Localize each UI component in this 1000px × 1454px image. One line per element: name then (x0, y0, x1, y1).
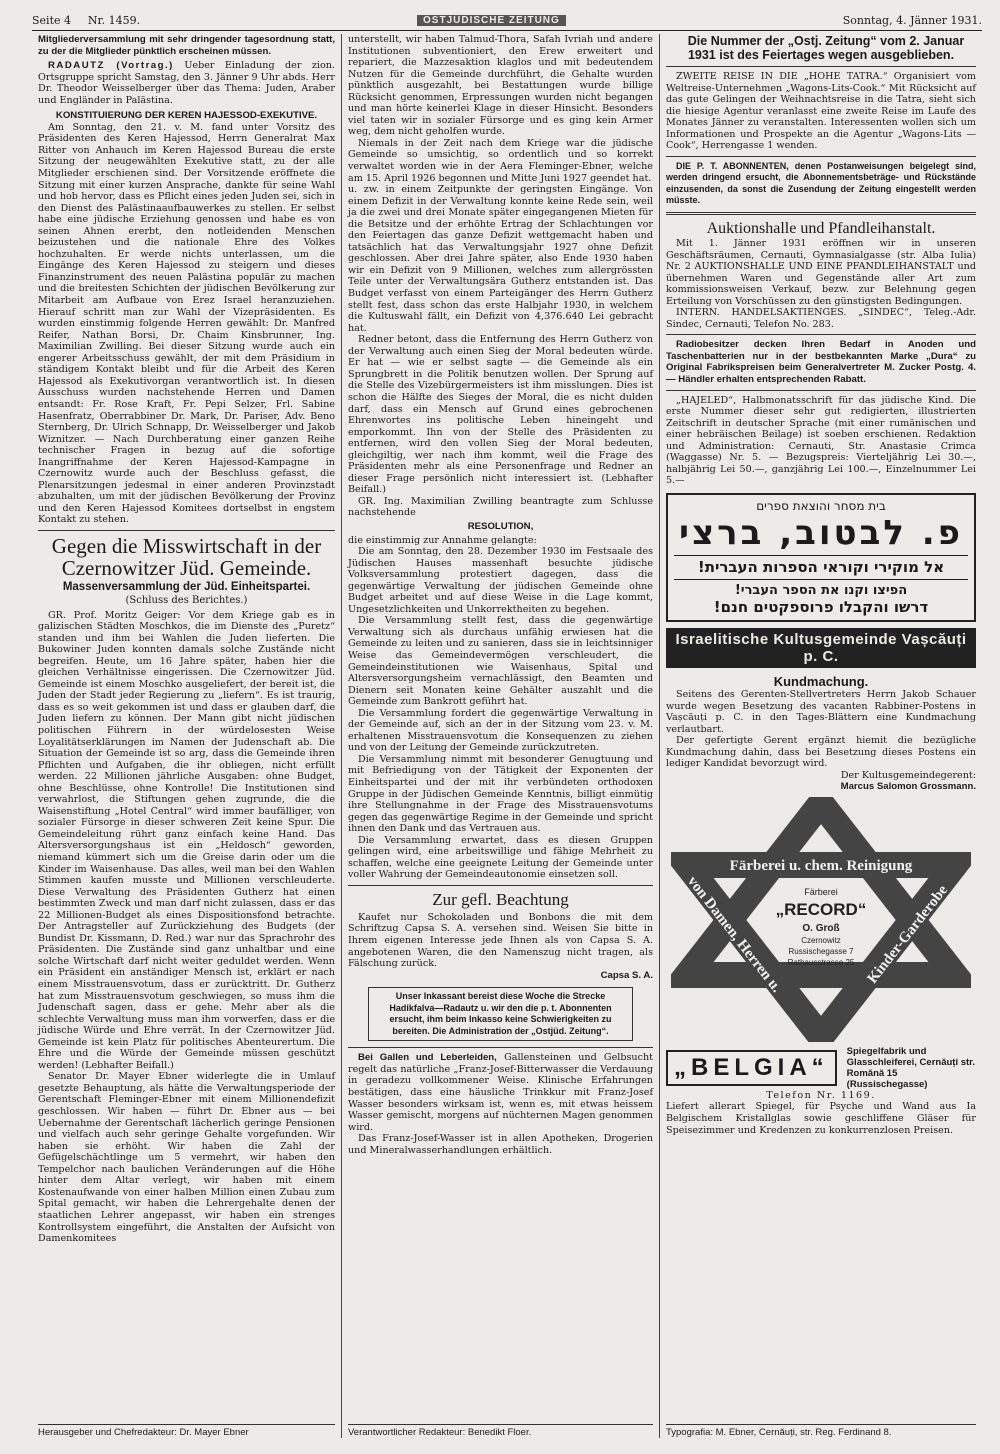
hajeled-ad: „HAJELED“, Halbmonatsschrift für das jüdische Kind. Die erste Nummer dieser sehr gut redigierten, illustrierten Zeitschrift in deutscher Sprache (mit einer rumänischen und einer hebräischen Beilage) ist soeben erschienen. Redaktion und Administration: Cernauti, Str. Anastasie Crimca (Waggasse) Nr. 5. — Bezugspreis: Vierteljährig Lei 30.—, halbjährig Lei 50.—, ganzjährig Lei 100.—, Einzelnummer Lei 5.— (666, 394, 976, 487)
star-center-3: O. Groß (802, 922, 840, 934)
resolution-4: Die Versammlung nimmt mit besonderer Genugtuung und mit Befriedigung von der Tätigkeit der Exponenten der Einheitspartei und der mit ihr verbündeten orthodoxen Gruppe in der Jüdischen Gemeinde Kenntnis, billigt einmütig ihre Stellungnahme in der Frage des Misstrauensvotums gegen das gegenwärtige Regime in der Gemeinde und spricht ihnen den Dank und das Vertrauen aus. (348, 753, 653, 835)
resolution-intro: die einstimmig zur Annahme gelangte: (348, 534, 537, 546)
star-left-text: von Damen, Herren u. (683, 873, 785, 996)
inkasso-box (368, 987, 633, 1041)
resolution-1: Die am Sonntag, den 28. Dezember 1930 im Festsaale des Jüdischen Hauses massenhaft besuchte jüdische Volksversammlung protestiert dagegen, dass die gegenwärtige Verwaltung der jüdischen Gemeinde ohne Budget arbeitet und auf diese Weise in die Lage kommt, Ungesetzlichkeiten und Unkorrektheiten zu begehen. (348, 546, 653, 615)
publisher-line: Herausgeber und Chefredakteur: Dr. Mayer Ebner (38, 1424, 335, 1438)
bitterwasser-ad (348, 1052, 653, 1133)
radautz-item (38, 60, 335, 106)
column-3 (660, 34, 982, 1438)
issue-date: Sonntag, 4. Jänner 1931. (842, 13, 982, 27)
para-aera: Niemals in der Zeit nach dem Kriege war die jüdische Gemeinde so umsichtig, so ordentlich und so korrekt verwaltet worden wie in der Aera Fleminger-Ebner, welche am 15. April 1926 begonnen und Mitte Juni 1927 geendet hat. (348, 137, 653, 184)
resolution-3: Die Versammlung fordert die gegenwärtige Verwaltung in der Gemeinde auf, sich an der in der Sitzung vom 23. v. M. erhaltenen Misstrauensvotum die Konsequenzen zu ziehen und von der Leitung der Gemeinde zurückzutreten. (348, 707, 653, 754)
divider (674, 555, 968, 556)
editor-line: Verantwortlicher Redakteur: Benedikt Floer. (348, 1424, 653, 1438)
hebrew-line-1: בית מסחר והוצאת ספרים (756, 498, 886, 513)
resolution-5: Die Versammlung erwartet, dass es diesen Gruppen gelingen wird, eine arbeitswillige und fähige Mehrheit zu schaffen, welche eine geeignete Leitung der Gemeinde unter voller Wahrung der Gemeindeautonomie einsetzen soll. (348, 834, 653, 881)
hebrew-line-5: דרשו והקבלו פרוספקטים חנם! (713, 597, 929, 616)
divider (348, 885, 653, 886)
hebrew-bookstore-ad (666, 493, 976, 622)
capsa-ad-text: Kaufet nur Schokoladen und Bonbons die mit dem Schriftzug Capsa S. A. versehen sind. Weisen Sie bitte in Ihrem eigenen Interesse jede Ihnen als von Capsa S. A. angebotenen Waren, die den Namenszug nicht tragen, als Fälschung zurück. (348, 911, 653, 970)
kundmachung-sign-1: Der Kultusgemeindegerent: (840, 769, 976, 781)
kundmachung-title: Kundmachung. (773, 673, 869, 689)
star-top-text: Färberei u. chem. Reinigung (729, 857, 913, 874)
resolution-2: Die Versammlung stellt fest, dass die gegenwärtige Verwaltung sich als durchaus unfähig erwiesen hat die Gemeinde zu leiten und zu sanieren, dass sie in leichtsinniger Weise das Gemeindevermögen verschleudert, die Gemeindeinstitutionen wie Waisenhaus, Spital und Altersversorgungsheim vernachlässigt, den Beamten und Dienern seit Monaten keine Gehälter auszahlt und die Gemeinde zum Bankrott geführt hat. (348, 615, 653, 708)
kundmachung-text-2: Der gefertigte Gerent ergänzt hiemit die bezügliche Kundmachung dahin, dass bei Besetzung dieses Postens ein lediger Kandidat bevorzugt wird. (666, 735, 976, 770)
divider (674, 579, 968, 580)
column-2 (342, 34, 660, 1438)
ebner-speech: Senator Dr. Mayer Ebner widerlegte die in Umlauf gesetzte Behauptung, als hätte die Verwaltungsperiode der Gerentschaft Fleminger-Ebner mit einem Millionendefizit geschlossen. Wir haben — führt Dr. Ebner aus — bei Uebernahme der Gerentschaft lächerlich geringe Pensionen und vielfach auch sehr geringe Gehalte vorgefunden. Wir haben sie erhöht. Wir haben die Zahl der Gefügelschächtlinge um 5 vermehrt, wir haben den Tempelchor nach baulichen Veränderungen auf die Höhe hinter dem Altar verlegt, wir haben mit einem Kostenaufwande von einer halben Million einen Zubau zum Spital gemacht, wir haben die Lehrergehalte denen der staatlichen Lehrer angepasst, wir haben ein strenges Kontrollsystem eingeführt, die Anstalten der Aufsicht von Damenkomitees (38, 1071, 335, 1245)
kultusgemeinde-banner: Israelitische Kultusgemeinde Vașcăuți p. C. (666, 628, 976, 668)
geiger-speech: GR. Prof. Moritz Geiger: Vor dem Kriege gab es in galizischen Städten Moschkos, die im Dienste des „Puretz“ standen und ihm bei Wahlen die Juden lieferten. Die Bukowiner Juden konnten damals solche Zustände nicht begreifen. Heute, um 16 Jahre später, haben hier die gleichen Verhältnisse eingerissen. Die Czernowitzer Jüd. Gemeinde ist einem Moschko ausgeliefert, der bereit ist, die Juden der Stadt jeder Regierung zu „liefern“. Es ist traurig, dass es so weit gekommen ist und dass er glauben darf, die Juden liefern zu können. Der Mann gibt nicht jüdischen politischen Führern in der würdelosesten Weise Loyalitätserklärungen im Namen der Judenschaft ab. Die Situation der Gemeinde ist so arg, dass die Gemeinde ihren Pflichten und Aufgaben, die ihr obliegen, nicht erfüllt werden. 22 Millionen jährliche Ausgaben: ohne Budget, ohne Beschlüsse, ohne Kontrolle! Die Institutionen sind verwahrlost, die Stiftungen gehen zugrunde, die die Waisenstiftung „Hotel Central“ wird immer baufälliger, von sozialer Fürsorge in dieser schweren Zeit keine Spur. Die Gemeindeleitung rührt ganz einfach keine Hand. Das Altersversorgungshaus ist ein „Heldosch“ geworden, niemand kümmert sich um die Greise darin oder um die Kinder im Waisenhause. Das alles, weil man bei den Wahlen Stimmen kaufen musste und Millionen verschleuderte. Diese Verwaltung des Präsidenten Gutherz hat einen bestimmten Zweck und man darf nicht zulassen, dass er das 22 Millionen-Budget als eines Dispositionsfond betrachte. Der Antragsteller auf Zurückziehung des Budgets (der Bundist Dr. Kissmann, D. Red.) war nur das Sprachrohr des Präsidenten. Die Zustände sind ganz unhaltbar und eine solche Wirtschaft darf nicht weiter geduldet werden. Wenn ein Präsident ein anständiger Mensch ist, erklärt er nach einem Misstrauensvotum, dass er zurücktritt. Dr. Gutherz hat zum Misstrauensvotum geschwiegen, so muss ihm die Judenschaft sagen, dass er gehe. Mehr aber als die schlechte Verwaltung muss man ihm vorwerfen, dass er die jüdische Würde und Ehre verrät. In der Czernowitzer Jüd. Gemeinde ist kein Platz für politisches Abenteurertum. Die Ehre und die Würde der Gemeinde müssen geschützt werden! (Lebhafter Beifall.) (38, 609, 335, 1071)
page-number: Seite 4 (32, 13, 71, 27)
hebrew-store-name: פ. לבטוב, ברצי (678, 512, 964, 553)
divider (666, 390, 976, 391)
divider (348, 1047, 653, 1048)
kundmachung-text-1: Seitens des Gerenten-Stellvertreters Herrn Jakob Schauer wurde wegen Besetzung des vacanten Rabbiner-Postens in Vașcăuți p. C. in den Tages-Blättern eine Kundmachung verlautbart. (666, 688, 976, 735)
masthead: OSTJÜDISCHE ZEITUNG (417, 15, 566, 26)
page-header (32, 10, 982, 31)
star-right-text: Kinder-Garderobe (864, 882, 952, 987)
tatra-ad: ZWEITE REISE IN DIE „HOHE TATRA.“ Organisiert vom Weltreise-Unternehmen „Wagons-Lits-Cook.“ Mit Rücksicht auf das gute Gelingen der Weihnachtsreise in die Tatra, sieht sich die hiesige Agentur veranlasst eine zweite Reise im Laufe des Monates Jänner zu veranstalten. Interessenten wollen sich um Informationen und Prospekte an die Agentur „Wagons-Lits — Cook“, Herrengasse 1 wenden. (666, 71, 976, 152)
star-center-5: Russischegasse 7 (788, 946, 854, 956)
hebrew-line-4: הפיצו וקנו את הספר העברי! (734, 582, 908, 598)
star-of-david-ad (671, 797, 971, 1042)
issue-number: Nr. 1459. (87, 13, 141, 27)
divider (666, 212, 976, 215)
auktionshalle-text: Mit 1. Jänner 1931 eröffnen wir in unseren Geschäftsräumen, Cernauti, Gymnasialgasse (str. Alba Iulia) Nr. 2 AUKTIONSHALLE UND EINE PFANDLEIHANSTALT und übernehmen Waren und Gegenstände aller Art zum kommissionsweisen Verkauf, bezw. zur Belehnung gegen Erteilung von Vorschüssen zu den günstigsten Bedingungen. (666, 238, 976, 307)
belgia-text: Liefert allerart Spiegel, für Psyche und Wand aus Ia Belgischem Kristallglas sowie geschliffene Gläser für Speisezimmer und Kredenzen zu konkurrenzlosen Preisen. (666, 1101, 976, 1136)
divider (666, 334, 976, 335)
hebrew-line-3: אל מוקירי וקוראי הספרות העברית! (697, 557, 945, 576)
belgia-phone: Telefon Nr. 1169. (766, 1089, 876, 1101)
divider (38, 530, 335, 531)
radautz-text: Ueber Einladung der zion. Ortsgruppe spricht Samstag, den 3. Jänner 9 Uhr abds. Herr Dr. Theodor Weisselberger über das Thema: Juden, Araber und Engländer in Palästina. (38, 60, 335, 106)
resolution-heading: RESOLUTION, (467, 520, 534, 532)
radautz-heading: RADAUTZ (Vortrag.) (48, 60, 174, 72)
radio-ad: Radiobesitzer decken Ihren Bedarf in Anoden und Taschenbatterien nur in der bestbekannten Marke „Dura“ zu Original Fabrikspreisen beim Generalvertreter M. Zucker Postg. 4. — Händler erhalten entsprechenden Rabatt. (666, 339, 976, 386)
para-defizit: u. zw. in einem Zeitpunkte der geringsten Eingänge. Von einem Defizit in der Verwaltung konnte keine Rede sein, weil ja die zwei und drei Monate später eingegangenen Mieten für die Betsitze und der erhöhte Ertrag der Schlachtungen vor den Feiertagen das ganze Defizit wettgemacht haben und tatsächlich hat das Verwaltungsjahr 1927 ohne Defizit geschlossen. Aber drei Jahre später, also Ende 1930 haben wir ein Defizit von 9 Millionen, welches zum allergrössten Teile unter der Verwaltungsära Gutherz entstanden ist. Das Budget verfasst von einem Parteigänger des Herrn Gutherz stellt fest, dass schon das erste Halbjahr 1930, in welchem die Kultuswahl fällt, ein Defizit von 4,376.640 Lei gebracht hat. (348, 184, 653, 334)
bitterwasser-text-2: Das Franz-Josef-Wasser ist in allen Apotheken, Drogerien und Mineralwasserhandlungen erhältlich. (348, 1133, 653, 1156)
column-1 (32, 34, 342, 1438)
para-moral: Redner betont, dass die Entfernung des Herrn Gutherz von der Verwaltung auch einen Sieg der Moral bedeuten würde. Er hat — wie er selbst sagte — die Gemeinde als ein Sprungbrett in die Politik benutzen wollen. Der Sprung auf die Stelle des Vizebürgermeisters ist ihm misslungen. Dies ist schon die Hälfte des Sieges der Moral, die es nicht dulden darf, dass ein Mensch auf Grund eines gebrochenen Ehrenwortes ins politische Leben hineingeht und emporkommt. Ihn von der Stelle des Präsidenten zu entfernen, wird den vollen Sieg der Moral bedeuten, gleichgiltig, wer nach ihm kommt, weil die Frage des Präsidenten mehr als eine Personenfrage und Redner an dieser Frage persönlich nicht interessiert ist. (Lebhafter Beifall.) (348, 334, 653, 496)
kundmachung-sign-2: Marcus Salomon Grossmann. (840, 781, 976, 793)
star-center-1: Färberei (804, 886, 838, 897)
belgia-logo: „BELGIA“ (666, 1050, 837, 1086)
belgia-ad (666, 1046, 976, 1090)
star-center-2: „RECORD“ (775, 899, 867, 919)
keren-heading: KONSTITUIERUNG DER KEREN HAJESSOD-EXEKUTIVE. (55, 110, 318, 122)
printer-line: Typografia: M. Ebner, Cernăuți, str. Reg. Ferdinand 8. (666, 1424, 976, 1438)
abonnenten-notice: DIE P. T. ABONNENTEN, denen Postanweisungen beigelegt sind, werden dringend ersucht, die Abonnementsbeträge- und Rückstände einzusenden, da sonst die Zusendung der Zeitung eingestellt werden müsste. (666, 160, 976, 206)
article-headline: Gegen die Misswirtschaft in der Czernowitzer Jüd. Gemeinde. (51, 533, 322, 580)
belgia-address: Spiegelfabrik und Glasschleiferei, Cernăuți str. Romănă 15 (Russischegasse) (846, 1045, 975, 1090)
auktionshalle-title: Auktionshalle und Pfandleihanstalt. (706, 220, 936, 238)
star-center-6: Rathausstrasse 25 (787, 957, 855, 967)
para-zwilling: GR. Ing. Maximilian Zwilling beantragte zum Schlusse nachstehende (348, 495, 653, 519)
bitterwasser-text: Gallensteinen und Gelbsucht regelt das natürliche „Franz-Josef-Bitterwasser die Verdauung in geradezu vollkommener Weise. Klinische Erfahrungen bestätigen, dass eine häusliche Trinkkur mit Franz-Josef Wasser besonders wirksam ist, wenn es, mit etwas heissem Wasser gemischt, morgens auf nüchternen Magen genommen wird. (348, 1052, 653, 1133)
star-center-4: Czernowitz (801, 935, 841, 945)
continued-text: unterstellt, wir haben Talmud-Thora, Safah Ivriah und andere Institutionen subventioniert, den Erew erweitert und repariert, die Mazzesaktion klaglos und mit bedeutendem Nutzen für die Gemeinde durchführt, die Gehalte wurden pünktlich ausgezahlt, bei Bestattungen wurde billige Rücksicht genommen, Erpressungen wurden nicht begangen und man hörte keinerlei Klage in dieser Hinsicht. Besonders viel taten wir in sozialer Fürsorge und es ging kein Armer weg, dem nicht geholfen wurde. (348, 34, 653, 138)
missed-issue-notice: Die Nummer der „Ostj. Zeitung“ vom 2. Januar 1931 ist des Feiertages wegen ausgeblieben. (687, 34, 965, 62)
meeting-notice: Mitgliederversammlung mit sehr dringender tagesordnung statt, zu der die Mitglieder pünktlich erscheinen müssen. (38, 34, 335, 57)
capsa-ad-title: Zur gefl. Beachtung (432, 889, 569, 909)
capsa-ad-sign: Capsa S. A. (600, 969, 653, 981)
keren-text: Am Sonntag, den 21. v. M. fand unter Vorsitz des Präsidenten des Keren Hajessod, Herrn Generalrat Max Ritter von Anhauch im Keren Hajessod Bureau die erste Sitzung der neugewählten Exekutive statt, zu der alle Mitglieder erschienen sind. Der Vorsitzende eröffnete die Sitzung mit einer kurzen Ansprache, dankte für seine Wahl und hob hervor, dass es Pflicht eines jeden Juden sei, sich in den Dienst des Palästinaaufbauwerkes zu stellen. Er selbst habe eine jüdische Erziehung genossen und habe es von seinen Ahnen ererbt, den notleidenden Menschen beizustehen und die nationale Ehre des Volkes hochzuhalten. Er werde nichts unterlassen, um die Eingänge des Keren Hajessod zu steigern und dieses Finanzinstrument des neuen Palästina populär zu machen und die breitesten Schichten der jüdischen Bevölkerung zur Mitarbeit am Aufbaue von Erez Israel heranzuziehen. Hierauf schritt man zur Wahl der Vizepräsidenten. Es wurden einstimmig folgende Herren gewählt: Dr. Manfred Reifer, Nathan Borsi, Dr. Chaim Kinsbrunner, Ing. Maximilian Zwilling. Bei dieser Sitzung wurde auch ein engerer Arbeitsschuss gewählt, der mit dem Präsidium in ständigem Kontakt bleibt und für die Arbeit des Keren Hajessod als Exekutivorgan verantwortlich ist. In diesen Ausschuss wurden nachstehende Herren und Damen entsandt: Fr. Rose Kraft, Fr. Pepi Selzer, Frl. Sabine Hasenfratz, Oberrabbiner Dr. Mark, Dr. Pariser, Adv. Beno Sternberg, Dr. Ulrich Schnapp, Dr. Weisselberger und Jakob Wiznitzer. — Nach Durchberatung einer ganzen Reihe technischer Fragen in bezug auf die sofortige Inangriffnahme der Keren Hajessod-Kampagne in Czernowitz wurde auch der Beschluss gefasst, die Plenarsitzungen jedesmal in einer anderen Provinzstadt abzuhalten, um mit der jüdischen Bevölkerung der Provinz und den Keren Hajessod Komitees dortselbst in engstem Kontakt zu stehen. (38, 121, 335, 526)
divider (666, 66, 976, 67)
bitterwasser-heading: Bei Gallen und Leberleiden, (358, 1052, 497, 1064)
divider (666, 156, 976, 157)
auktionshalle-sign: INTERN. HANDELSAKTIENGES. „SINDEC“, Teleg.-Adr. Sindec, Cernauti, Telefon No. 283. (666, 307, 976, 330)
inkasso-text: Unser Inkassant bereist diese Woche die Strecke Hadikfalva—Radautz u. wir den die p. t. Abonnenten ersucht, ihm beim Inkasso keine Schwierigkeiten zu bereiten. Die Administration der „Ostjüd. Zeitung“. (389, 991, 612, 1036)
article-subhead: Massenversammlung der Jüd. Einheitspartei. (62, 580, 311, 593)
article-continuation: (Schluss des Berichtes.) (125, 594, 248, 606)
